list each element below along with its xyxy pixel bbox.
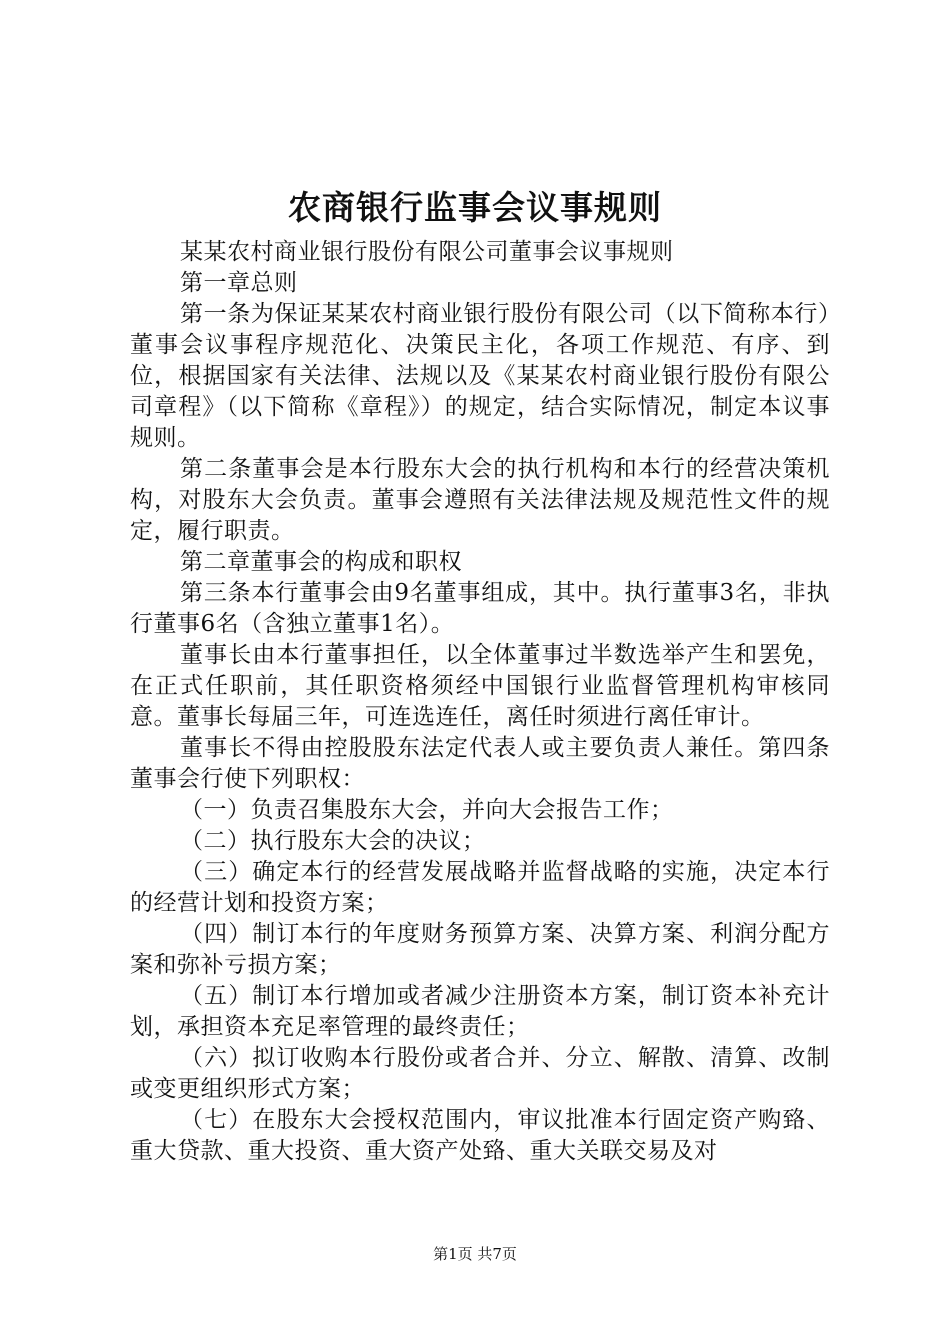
paragraph: 董事长不得由控股股东法定代表人或主要负责人兼任。第四条董事会行使下列职权： xyxy=(130,735,830,792)
list-item: （四）制订本行的年度财务预算方案、决算方案、利润分配方案和弥补亏损方案； xyxy=(130,921,830,978)
list-item: （七）在股东大会授权范围内，审议批准本行固定资产购臵、重大贷款、重大投资、重大资产处臵、重大关联交易及对 xyxy=(130,1107,830,1164)
document-body xyxy=(130,237,830,1167)
paragraph: 第一条为保证某某农村商业银行股份有限公司（以下简称本行）董事会议事程序规范化、决策民主化，各项工作规范、有序、到位，根据国家有关法律、法规以及《某某农村商业银行股份有限公司章程》（以下简称《章程》）的规定，结合实际情况，制定本议事规则。 xyxy=(130,301,830,451)
page-footer: 第1页 共7页 xyxy=(433,1245,517,1263)
list-item: （五）制订本行增加或者减少注册资本方案，制订资本补充计划，承担资本充足率管理的最终责任； xyxy=(130,983,830,1040)
chapter-heading: 第二章董事会的构成和职权 xyxy=(180,549,462,575)
list-item: （三）确定本行的经营发展战略并监督战略的实施，决定本行的经营计划和投资方案； xyxy=(130,859,830,916)
document-title: 农商银行监事会议事规则 xyxy=(288,188,662,227)
paragraph: 某某农村商业银行股份有限公司董事会议事规则 xyxy=(180,239,674,265)
list-item: （一）负责召集股东大会，并向大会报告工作； xyxy=(180,797,674,823)
paragraph: 第二条董事会是本行股东大会的执行机构和本行的经营决策机构，对股东大会负责。董事会遵照有关法律法规及规范性文件的规定，履行职责。 xyxy=(130,456,830,544)
list-item: （二）执行股东大会的决议； xyxy=(180,828,486,854)
paragraph: 第三条本行董事会由9名董事组成，其中。执行董事3名，非执行董事6名（含独立董事1名）。 xyxy=(130,580,830,637)
chapter-heading: 第一章总则 xyxy=(180,270,298,296)
list-item: （六）拟订收购本行股份或者合并、分立、解散、清算、改制或变更组织形式方案； xyxy=(130,1045,830,1102)
paragraph: 董事长由本行董事担任，以全体董事过半数选举产生和罢免，在正式任职前，其任职资格须经中国银行业监督管理机构审核同意。董事长每届三年，可连选连任，离任时须进行离任审计。 xyxy=(130,642,830,730)
